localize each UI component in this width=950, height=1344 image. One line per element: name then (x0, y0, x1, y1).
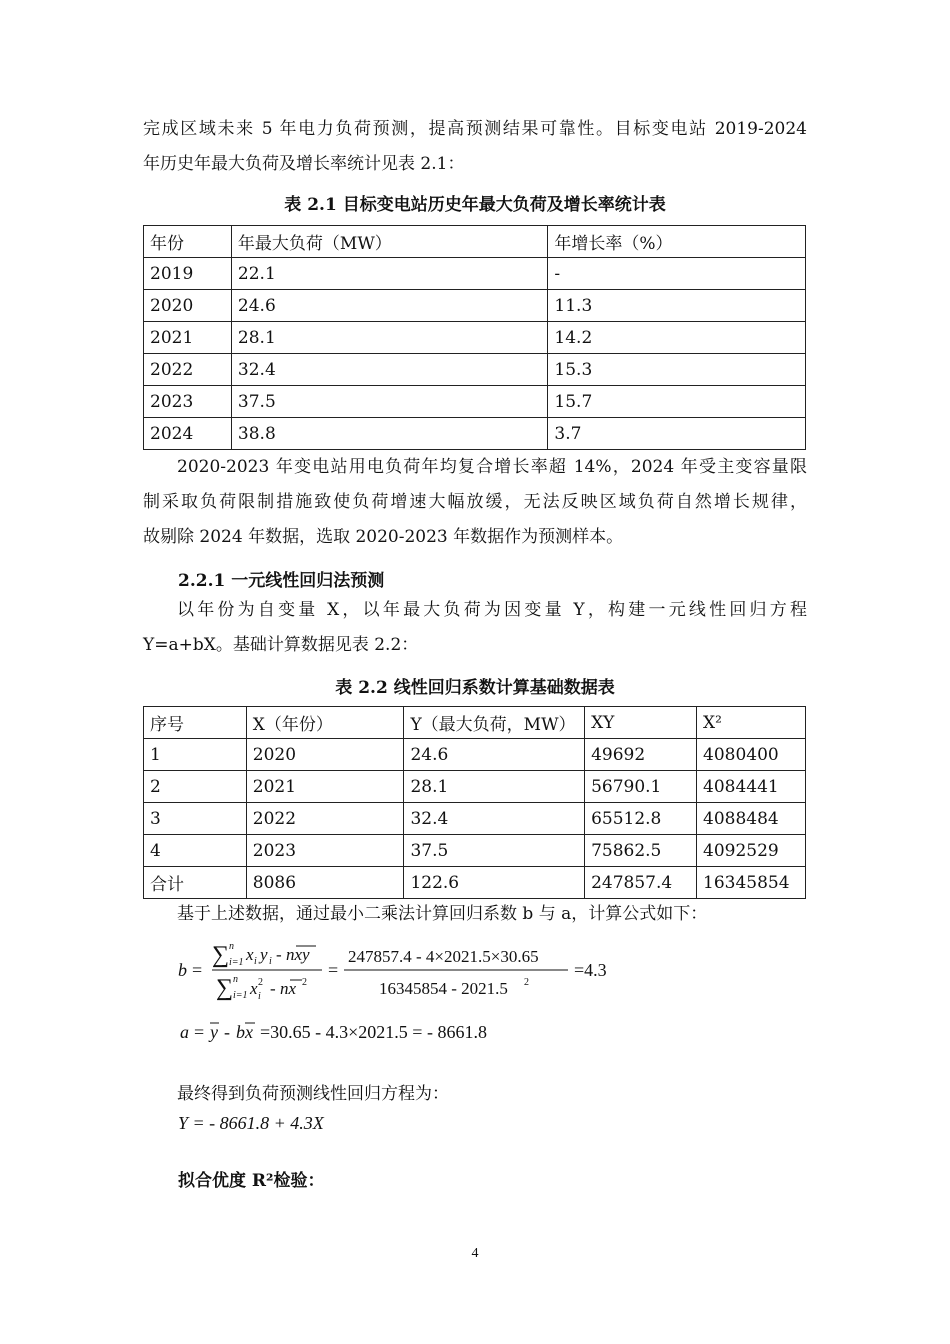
svg-text:x: x (246, 945, 254, 964)
table1-header-cell: 年份 (144, 226, 232, 258)
table-cell: 56790.1 (585, 771, 697, 803)
table2-header-cell: Y（最大负荷，MW） (404, 707, 585, 739)
table2-header-cell: XY (585, 707, 697, 739)
svg-text:2: 2 (258, 977, 263, 988)
table-row (144, 354, 806, 386)
table-cell: 38.8 (231, 418, 547, 450)
table1 (143, 225, 806, 450)
table-cell: 8086 (246, 867, 404, 899)
table-row-total (144, 867, 806, 899)
formula-a-graphic (178, 1018, 598, 1048)
table-cell: 37.5 (231, 386, 547, 418)
para2-line-2: 制采取负荷限制措施致使负荷增速大幅放缓，无法反映区域负荷自然增长规律， (143, 492, 807, 512)
svg-text:y: y (210, 1022, 218, 1042)
intro-line-1: 完成区域未来 5 年电力负荷预测，提高预测结果可靠性。目标变电站 2019-2024 (143, 119, 807, 139)
svg-text:i: i (258, 991, 261, 1002)
table-cell: 28.1 (231, 322, 547, 354)
table-row (144, 322, 806, 354)
table-cell: 37.5 (404, 835, 585, 867)
table2-header-row (144, 707, 806, 739)
formula-y: Y = - 8661.8 + 4.3X (178, 1113, 324, 1133)
para4-line-1: 基于上述数据，通过最小二乘法计算回归系数 b 与 a，计算公式如下： (177, 904, 708, 924)
svg-text:=: = (192, 960, 203, 980)
table-cell: 2 (144, 771, 247, 803)
table-row (144, 418, 806, 450)
table-row (144, 386, 806, 418)
table-cell: 4084441 (697, 771, 806, 803)
svg-text:n: n (229, 941, 234, 952)
table-row (144, 771, 806, 803)
table-cell: 1 (144, 739, 247, 771)
svg-text:bx: bx (236, 1022, 253, 1042)
para3-line-1: 以年份为自变量 X，以年最大负荷为因变量 Y，构建一元线性回归方程 (177, 600, 807, 620)
formula-b-den: 16345854 - 2021.5 (379, 979, 508, 998)
svg-text:2: 2 (524, 977, 529, 988)
table-cell: 16345854 (697, 867, 806, 899)
svg-text:-: - (270, 979, 276, 998)
table2-header-cell: 序号 (144, 707, 247, 739)
table-cell: 3 (144, 803, 247, 835)
r2-subheading: 拟合优度 R²检验： (178, 1171, 325, 1191)
table-row (144, 290, 806, 322)
table-cell: 15.7 (548, 386, 806, 418)
table1-header-cell: 年增长率（%） (548, 226, 806, 258)
svg-text:-: - (276, 945, 282, 964)
table-row (144, 258, 806, 290)
svg-text:-: - (224, 1022, 230, 1042)
formula-a (178, 1018, 598, 1048)
table-cell: 2021 (144, 322, 232, 354)
table-cell: 4080400 (697, 739, 806, 771)
table-cell: 4092529 (697, 835, 806, 867)
table-cell: 2023 (246, 835, 404, 867)
svg-text:n: n (233, 974, 238, 985)
svg-text:i=1: i=1 (229, 957, 244, 968)
formula-b (176, 938, 636, 1008)
table2-header-cell: X（年份） (246, 707, 404, 739)
svg-text:b: b (178, 960, 187, 980)
table-cell: 122.6 (404, 867, 585, 899)
table-cell: 2022 (246, 803, 404, 835)
svg-text:y: y (260, 945, 268, 964)
table-cell: - (548, 258, 806, 290)
table-cell: 合计 (144, 867, 247, 899)
svg-text:a: a (180, 1022, 189, 1042)
table2-header-cell: X² (697, 707, 806, 739)
svg-text:∑: ∑ (216, 975, 234, 1001)
svg-text:∑: ∑ (212, 942, 230, 968)
formula-b-result: =4.3 (574, 960, 607, 980)
section-heading: 2.2.1 一元线性回归法预测 (178, 571, 385, 591)
table-cell: 4088484 (697, 803, 806, 835)
svg-text:2: 2 (302, 977, 307, 988)
table-cell: 2023 (144, 386, 232, 418)
table-cell: 2020 (144, 290, 232, 322)
table-row (144, 835, 806, 867)
table-cell: 11.3 (548, 290, 806, 322)
table-cell: 2022 (144, 354, 232, 386)
table-row (144, 739, 806, 771)
table-cell: 65512.8 (585, 803, 697, 835)
table-cell: 75862.5 (585, 835, 697, 867)
table-cell: 2024 (144, 418, 232, 450)
table1-header-row (144, 226, 806, 258)
table-cell: 3.7 (548, 418, 806, 450)
table1-header-cell: 年最大负荷（MW） (231, 226, 547, 258)
table-cell: 2019 (144, 258, 232, 290)
table2-caption: 表 2.2 线性回归系数计算基础数据表 (335, 678, 615, 698)
table1-caption: 表 2.1 目标变电站历史年最大负荷及增长率统计表 (284, 195, 666, 215)
table-cell: 49692 (585, 739, 697, 771)
table-cell: 15.3 (548, 354, 806, 386)
table-row (144, 803, 806, 835)
svg-text:nx: nx (280, 979, 297, 998)
table2 (143, 706, 806, 899)
table-cell: 24.6 (404, 739, 585, 771)
table-cell: 247857.4 (585, 867, 697, 899)
table-cell: 2021 (246, 771, 404, 803)
svg-text:=: = (328, 960, 339, 980)
table-cell: 24.6 (231, 290, 547, 322)
table-cell: 4 (144, 835, 247, 867)
svg-text:=: = (194, 1022, 205, 1042)
table-cell: 28.1 (404, 771, 585, 803)
formula-b-num: 247857.4 - 4×2021.5×30.65 (348, 947, 539, 966)
formula-b-graphic (176, 938, 636, 1008)
svg-text:i: i (254, 956, 257, 967)
intro-line-2: 年历史年最大负荷及增长率统计见表 2.1： (143, 154, 465, 174)
svg-text:i: i (269, 956, 272, 967)
svg-text:x: x (250, 979, 258, 998)
para2-line-3: 故剔除 2024 年数据，选取 2020-2023 年数据作为预测样本。 (143, 527, 624, 547)
table-cell: 14.2 (548, 322, 806, 354)
page-number: 4 (471, 1246, 479, 1261)
table-cell: 32.4 (231, 354, 547, 386)
svg-text:nxy: nxy (286, 945, 310, 964)
para3-line-2: Y=a+bX。基础计算数据见表 2.2： (143, 635, 419, 655)
table-cell: 2020 (246, 739, 404, 771)
para2-line-1: 2020-2023 年变电站用电负荷年均复合增长率超 14%，2024 年受主变容量限 (177, 457, 807, 477)
svg-text:i=1: i=1 (233, 990, 248, 1001)
table-cell: 32.4 (404, 803, 585, 835)
formula-a-text: =30.65 - 4.3×2021.5 = - 8661.8 (260, 1022, 487, 1042)
table-cell: 22.1 (231, 258, 547, 290)
para5-line-1: 最终得到负荷预测线性回归方程为： (177, 1084, 449, 1104)
